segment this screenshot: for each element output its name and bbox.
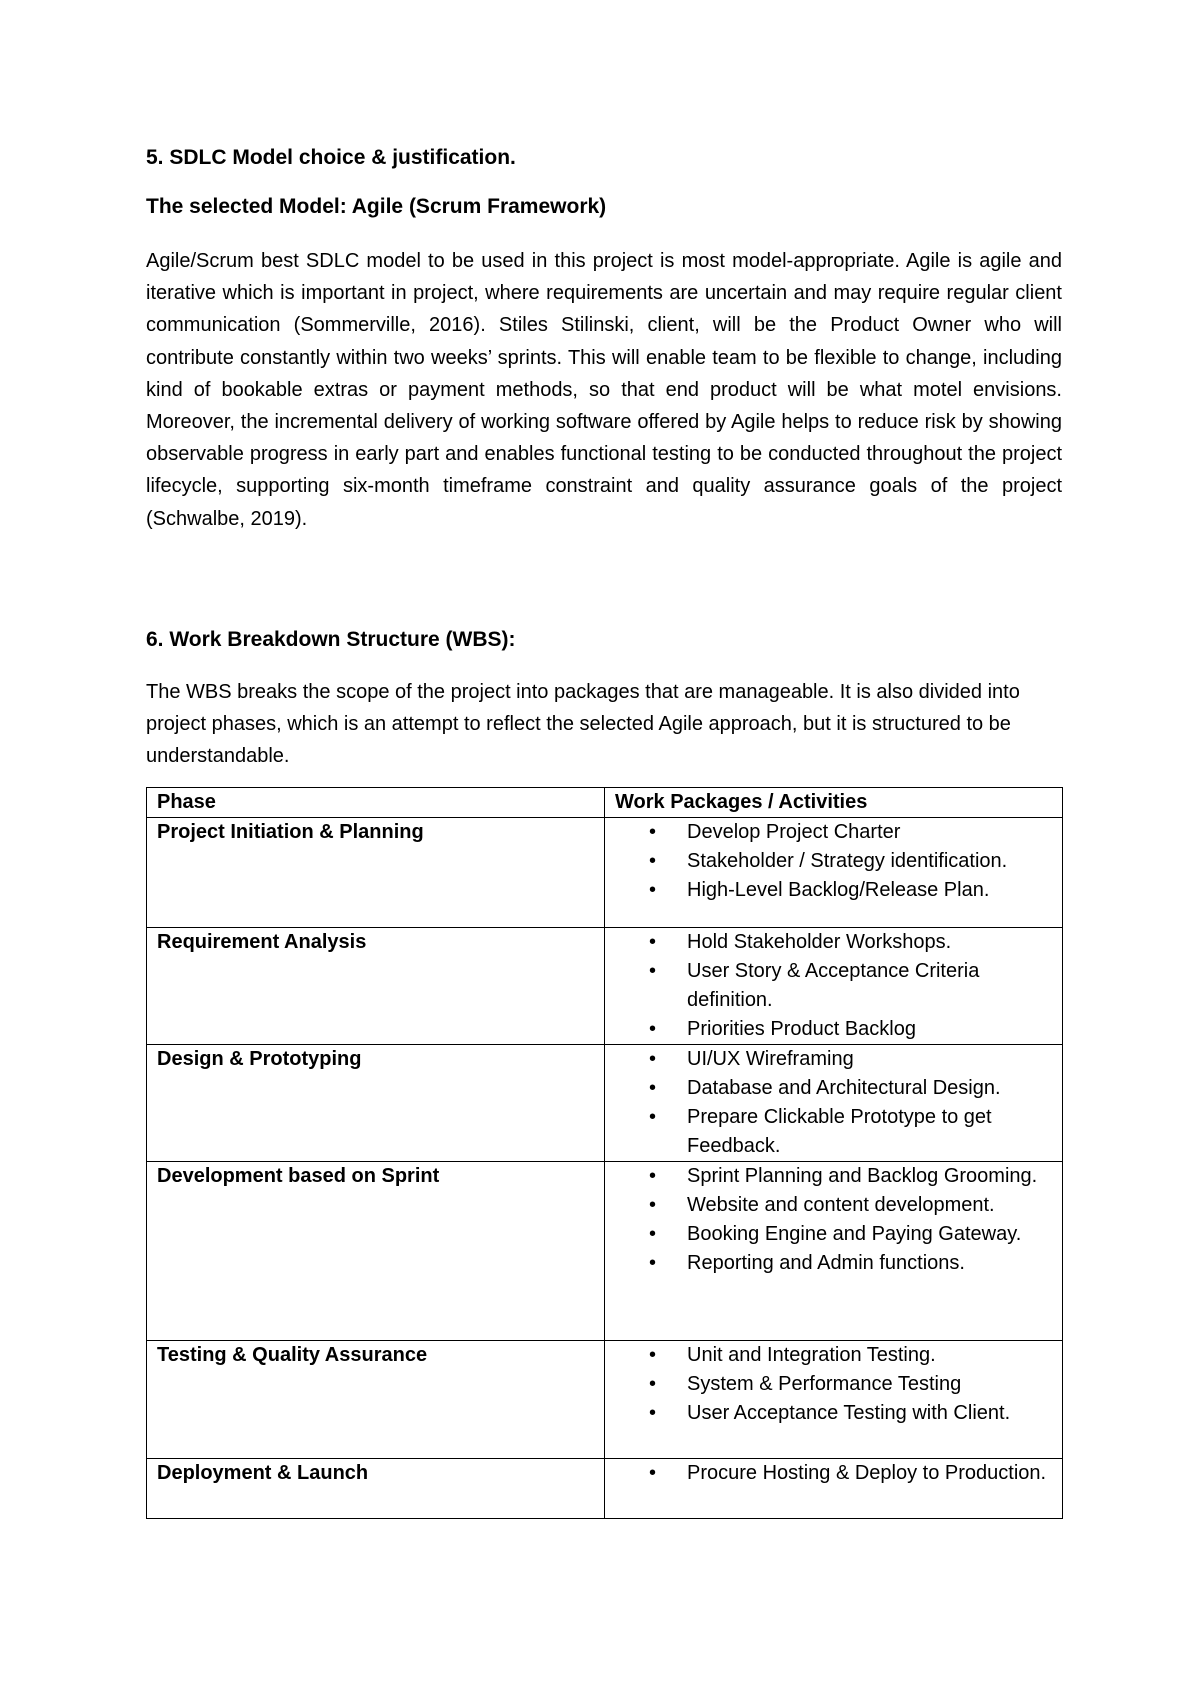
- list-item: [615, 1459, 1052, 1488]
- activity-text: Reporting and Admin functions.: [687, 1252, 965, 1274]
- activity-text: System & Performance Testing: [687, 1373, 962, 1395]
- list-item: [615, 957, 1052, 1015]
- activities-cell: [605, 1162, 1063, 1341]
- bullet-icon: •: [649, 1048, 657, 1070]
- activity-text: Develop Project Charter: [687, 821, 901, 843]
- activity-text: Priorities Product Backlog: [687, 1018, 916, 1040]
- section-5-paragraph: Agile/Scrum best SDLC model to be used in this project is most model-appropriate. Agile is agile and iterative which is important in project, where requirements are uncertain and may require regular client communication (Sommerville, 2016). Stiles Stilinski, client, will be the Product Owner who will contribute constantly within two weeks’ sprints. This will enable team to be flexible to change, including kind of bookable extras or payment methods, so that end product will be what motel envisions. Moreover, the incremental delivery of working software offered by Agile helps to reduce risk by showing observable progress in early part and enables functional testing to be conducted throughout the project lifecycle, supporting six-month timeframe constraint and quality assurance goals of the project (Schwalbe, 2019).: [146, 250, 1062, 530]
- activity-text: Stakeholder / Strategy identification.: [687, 850, 1008, 872]
- table-row: [147, 1045, 1063, 1162]
- list-item: [615, 1249, 1052, 1278]
- activity-list: [615, 1459, 1052, 1488]
- list-item: [615, 1191, 1052, 1220]
- activity-text: Procure Hosting & Deploy to Production.: [687, 1462, 1047, 1484]
- selected-model-heading: The selected Model: Agile (Scrum Framework): [146, 195, 607, 218]
- activity-text: Prepare Clickable Prototype to get Feedback.: [687, 1106, 992, 1157]
- activities-cell: [605, 1045, 1063, 1162]
- activity-list: [615, 1162, 1052, 1278]
- activity-list: [615, 928, 1052, 1044]
- section-6-paragraph: The WBS breaks the scope of the project into packages that are manageable. It is also divided into project phases, which is an attempt to reflect the selected Agile approach, but it is structured to be understandable.: [146, 681, 1020, 768]
- bullet-icon: •: [649, 1223, 657, 1245]
- table-row: [147, 1341, 1063, 1459]
- bullet-icon: •: [649, 821, 657, 843]
- phase-cell: Requirement Analysis: [147, 928, 605, 1045]
- bullet-icon: •: [649, 1402, 657, 1424]
- activities-cell: [605, 1341, 1063, 1459]
- list-item: [615, 928, 1052, 957]
- list-item: [615, 847, 1052, 876]
- list-item: [615, 1370, 1052, 1399]
- wbs-table: [146, 787, 1063, 1519]
- bullet-icon: •: [649, 1252, 657, 1274]
- list-item: [615, 1103, 1052, 1161]
- phase-cell: Design & Prototyping: [147, 1045, 605, 1162]
- table-row: [147, 928, 1063, 1045]
- activity-text: Booking Engine and Paying Gateway.: [687, 1223, 1022, 1245]
- section-5-heading: 5. SDLC Model choice & justification.: [146, 146, 516, 169]
- bullet-icon: •: [649, 931, 657, 953]
- activities-cell: [605, 1459, 1063, 1519]
- phase-cell: Testing & Quality Assurance: [147, 1341, 605, 1459]
- bullet-icon: •: [649, 879, 657, 901]
- phase-cell: Development based on Sprint: [147, 1162, 605, 1341]
- phase-cell: Project Initiation & Planning: [147, 818, 605, 928]
- activity-text: Hold Stakeholder Workshops.: [687, 931, 952, 953]
- activity-text: Sprint Planning and Backlog Grooming.: [687, 1165, 1038, 1187]
- bullet-icon: •: [649, 1018, 657, 1040]
- activity-text: UI/UX Wireframing: [687, 1048, 854, 1070]
- activity-text: Database and Architectural Design.: [687, 1077, 1001, 1099]
- activities-cell: [605, 928, 1063, 1045]
- activity-text: User Acceptance Testing with Client.: [687, 1402, 1011, 1424]
- bullet-icon: •: [649, 1373, 657, 1395]
- activity-list: [615, 1341, 1052, 1428]
- activity-list: [615, 818, 1052, 905]
- bullet-icon: •: [649, 850, 657, 872]
- bullet-icon: •: [649, 960, 657, 982]
- bullet-icon: •: [649, 1462, 657, 1484]
- list-item: [615, 818, 1052, 847]
- bullet-icon: •: [649, 1344, 657, 1366]
- header-phase: Phase: [147, 788, 605, 818]
- table-row: [147, 818, 1063, 928]
- table-header-row: [147, 788, 1063, 818]
- table-row: [147, 1459, 1063, 1519]
- section-6-heading: 6. Work Breakdown Structure (WBS):: [146, 628, 516, 651]
- list-item: [615, 1341, 1052, 1370]
- list-item: [615, 876, 1052, 905]
- list-item: [615, 1045, 1052, 1074]
- list-item: [615, 1399, 1052, 1428]
- list-item: [615, 1162, 1052, 1191]
- list-item: [615, 1074, 1052, 1103]
- table-row: [147, 1162, 1063, 1341]
- activities-cell: [605, 818, 1063, 928]
- activity-text: High-Level Backlog/Release Plan.: [687, 879, 990, 901]
- activity-text: User Story & Acceptance Criteria definition.: [687, 960, 980, 1011]
- header-activities: Work Packages / Activities: [605, 788, 1063, 818]
- activity-list: [615, 1045, 1052, 1161]
- bullet-icon: •: [649, 1106, 657, 1128]
- list-item: [615, 1220, 1052, 1249]
- list-item: [615, 1015, 1052, 1044]
- bullet-icon: •: [649, 1077, 657, 1099]
- bullet-icon: •: [649, 1165, 657, 1187]
- activity-text: Unit and Integration Testing.: [687, 1344, 936, 1366]
- bullet-icon: •: [649, 1194, 657, 1216]
- activity-text: Website and content development.: [687, 1194, 995, 1216]
- phase-cell: Deployment & Launch: [147, 1459, 605, 1519]
